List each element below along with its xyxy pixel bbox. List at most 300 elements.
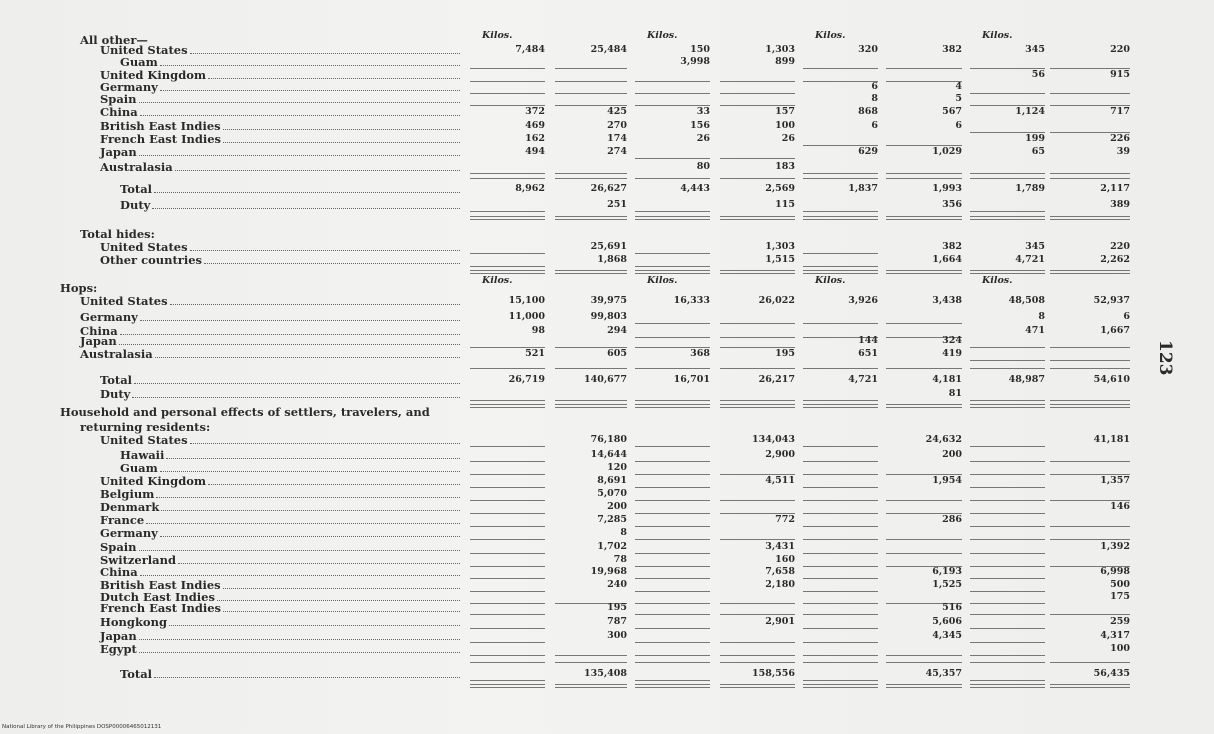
row-label-text: returning residents:: [80, 420, 211, 434]
table-cell: 5,070: [597, 488, 627, 499]
blank-cell-rule: [720, 614, 795, 615]
row-label-text: Duty: [120, 198, 151, 212]
table-cell: 80: [696, 161, 710, 172]
table-cell: 382: [942, 44, 962, 55]
leader-dots: [119, 344, 460, 345]
total-rule: [803, 178, 878, 179]
leader-dots: [154, 192, 460, 193]
blank-cell-rule: [555, 81, 627, 82]
table-cell: 100: [775, 120, 795, 131]
table-cell: 8: [871, 93, 878, 104]
table-cell: 33: [696, 106, 710, 117]
blank-cell-rule: [470, 513, 545, 514]
row-label-text: Belgium: [100, 487, 155, 501]
table-cell: 274: [607, 146, 627, 157]
row-label: [100, 643, 460, 656]
total-rule: [720, 368, 795, 369]
blank-cell-rule: [555, 93, 627, 94]
table-cell: 2,117: [1100, 183, 1130, 194]
section-end-double-rule: [555, 216, 627, 220]
table-cell: 144: [858, 335, 878, 346]
section-end-double-rule: [886, 216, 962, 220]
blank-cell-rule: [886, 553, 962, 554]
blank-cell-rule: [635, 158, 710, 159]
leader-dots: [161, 510, 460, 511]
table-cell: 4: [955, 81, 962, 92]
blank-cell-rule: [886, 68, 962, 69]
section-end-double-rule: [635, 404, 710, 408]
total-rule: [470, 368, 545, 369]
blank-cell-rule: [470, 474, 545, 475]
section-end-double-rule: [1050, 684, 1130, 688]
section-end-double-rule: [720, 684, 795, 688]
blank-cell-rule: [970, 578, 1045, 579]
leader-dots: [139, 652, 460, 653]
table-cell: 39: [1116, 146, 1130, 157]
blank-cell-rule: [803, 680, 878, 681]
total-rule: [886, 178, 962, 179]
section-end-double-rule: [803, 270, 878, 274]
blank-cell-rule: [470, 642, 545, 643]
blank-cell-rule: [1050, 526, 1130, 527]
row-label: [120, 199, 460, 212]
row-label-text: French East Indies: [100, 132, 222, 146]
table-cell: 175: [1110, 591, 1130, 602]
leader-dots: [156, 497, 460, 498]
row-label-text: Japan: [80, 334, 117, 348]
table-cell: 425: [607, 106, 627, 117]
table-cell: 6: [871, 81, 878, 92]
row-label-text: Guam: [120, 461, 158, 475]
total-rule: [1050, 662, 1130, 663]
table-cell: 382: [942, 241, 962, 252]
row-label: [100, 501, 460, 514]
table-cell: 6,193: [932, 566, 962, 577]
leader-dots: [169, 625, 460, 626]
total-rule: [1050, 178, 1130, 179]
table-cell: 1,303: [765, 241, 795, 252]
blank-cell-rule: [803, 642, 878, 643]
blank-cell-rule: [635, 680, 710, 681]
table-cell: 48,508: [1008, 295, 1045, 306]
row-label-text: Germany: [100, 80, 158, 94]
row-label: [100, 630, 460, 643]
table-cell: 16,333: [673, 295, 710, 306]
row-label-text: Dutch East Indies: [100, 590, 215, 604]
blank-cell-rule: [803, 461, 878, 462]
section-end-double-rule: [886, 684, 962, 688]
leader-dots: [139, 639, 460, 640]
blank-cell-rule: [470, 526, 545, 527]
blank-cell-rule: [803, 173, 878, 174]
section-end-double-rule: [970, 684, 1045, 688]
table-cell: 99,803: [590, 311, 627, 322]
table-cell: 200: [607, 501, 627, 512]
table-cell: 26,627: [590, 183, 627, 194]
total-rule: [886, 662, 962, 663]
row-label-text: Australasia: [100, 160, 173, 174]
blank-cell-rule: [635, 211, 710, 212]
unit-label: Kilos.: [815, 275, 846, 286]
row-label-text: Japan: [100, 145, 137, 159]
table-cell: 8,691: [597, 475, 627, 486]
blank-cell-rule: [970, 474, 1045, 475]
row-label: [100, 374, 460, 387]
blank-cell-rule: [555, 400, 627, 401]
blank-cell-rule: [470, 400, 545, 401]
table-cell: 1,702: [597, 541, 627, 552]
blank-cell-rule: [803, 591, 878, 592]
table-cell: 787: [607, 616, 627, 627]
unit-label: Kilos.: [482, 275, 513, 286]
row-label-text: United States: [100, 43, 188, 57]
blank-cell-rule: [635, 591, 710, 592]
blank-cell-rule: [1050, 347, 1130, 348]
blank-cell-rule: [970, 655, 1045, 656]
table-cell: 629: [858, 146, 878, 157]
row-label: [100, 146, 460, 159]
blank-cell-rule: [635, 566, 710, 567]
table-cell: 1,993: [932, 183, 962, 194]
section-end-double-rule: [803, 404, 878, 408]
leader-dots: [140, 115, 460, 116]
blank-cell-rule: [1050, 539, 1130, 540]
leader-dots: [204, 263, 460, 264]
table-cell: 6,998: [1100, 566, 1130, 577]
row-label-text: Duty: [100, 387, 131, 401]
table-cell: 16,701: [673, 374, 710, 385]
leader-dots: [223, 129, 460, 130]
total-rule: [886, 368, 962, 369]
blank-cell-rule: [720, 323, 795, 324]
section-end-double-rule: [555, 404, 627, 408]
table-cell: 25,484: [590, 44, 627, 55]
blank-cell-rule: [470, 539, 545, 540]
row-label: [60, 406, 460, 419]
unit-label: Kilos.: [482, 30, 513, 41]
leader-dots: [146, 523, 460, 524]
table-cell: 11,000: [508, 311, 545, 322]
section-end-double-rule: [1050, 216, 1130, 220]
blank-cell-rule: [970, 566, 1045, 567]
table-cell: 98: [531, 325, 545, 336]
table-cell: 1,392: [1100, 541, 1130, 552]
table-cell: 259: [1110, 616, 1130, 627]
table-cell: 1,124: [1015, 106, 1045, 117]
blank-cell-rule: [970, 400, 1045, 401]
table-cell: 162: [525, 133, 545, 144]
table-cell: 19,968: [590, 566, 627, 577]
table-cell: 158,556: [752, 668, 795, 679]
blank-cell-rule: [970, 603, 1045, 604]
row-label-text: Guam: [120, 55, 158, 69]
table-cell: 24,632: [925, 434, 962, 445]
table-cell: 26,719: [508, 374, 545, 385]
blank-cell-rule: [470, 566, 545, 567]
blank-cell-rule: [720, 642, 795, 643]
table-cell: 6: [955, 120, 962, 131]
table-cell: 26: [781, 133, 795, 144]
row-label: [100, 527, 460, 540]
leader-dots: [190, 250, 460, 251]
row-label-text: Germany: [100, 526, 158, 540]
blank-cell-rule: [635, 539, 710, 540]
table-cell: 1,525: [932, 579, 962, 590]
blank-cell-rule: [470, 655, 545, 656]
table-cell: 521: [525, 348, 545, 359]
table-cell: 1,303: [765, 44, 795, 55]
table-cell: 1,954: [932, 475, 962, 486]
blank-cell-rule: [803, 614, 878, 615]
total-rule: [635, 368, 710, 369]
table-cell: 915: [1110, 69, 1130, 80]
table-cell: 2,901: [765, 616, 795, 627]
total-rule: [470, 178, 545, 179]
row-label: [120, 183, 460, 196]
table-cell: 368: [690, 348, 710, 359]
section-end-double-rule: [470, 216, 545, 220]
section-end-double-rule: [803, 684, 878, 688]
row-label: [100, 388, 460, 401]
unit-label: Kilos.: [982, 30, 1013, 41]
blank-cell-rule: [635, 553, 710, 554]
row-label-text: Total: [120, 667, 153, 681]
leader-dots: [139, 102, 460, 103]
table-cell: 4,721: [1015, 254, 1045, 265]
table-cell: 372: [525, 106, 545, 117]
table-cell: 324: [942, 335, 962, 346]
table-cell: 3,998: [680, 56, 710, 67]
section-end-double-rule: [470, 270, 545, 274]
leader-dots: [139, 550, 460, 551]
blank-cell-rule: [720, 500, 795, 501]
table-cell: 3,431: [765, 541, 795, 552]
table-cell: 567: [942, 106, 962, 117]
blank-cell-rule: [803, 566, 878, 567]
table-cell: 160: [775, 554, 795, 565]
section-end-double-rule: [886, 270, 962, 274]
blank-cell-rule: [635, 578, 710, 579]
blank-cell-rule: [470, 487, 545, 488]
blank-cell-rule: [470, 93, 545, 94]
table-cell: 8: [1038, 311, 1045, 322]
table-cell: 56: [1031, 69, 1045, 80]
blank-cell-rule: [470, 253, 545, 254]
section-end-double-rule: [635, 684, 710, 688]
blank-cell-rule: [803, 266, 878, 267]
table-cell: 220: [1110, 44, 1130, 55]
table-cell: 52,937: [1093, 295, 1130, 306]
blank-cell-rule: [1050, 360, 1130, 361]
section-end-double-rule: [1050, 404, 1130, 408]
blank-cell-rule: [470, 680, 545, 681]
blank-cell-rule: [803, 628, 878, 629]
table-cell: 134,043: [752, 434, 795, 445]
table-cell: 516: [942, 602, 962, 613]
blank-cell-rule: [635, 253, 710, 254]
blank-cell-rule: [720, 603, 795, 604]
total-rule: [555, 368, 627, 369]
blank-cell-rule: [635, 513, 710, 514]
table-cell: 54,610: [1093, 374, 1130, 385]
row-label-text: Egypt: [100, 642, 137, 656]
blank-cell-rule: [470, 266, 545, 267]
blank-cell-rule: [970, 614, 1045, 615]
table-cell: 81: [948, 388, 962, 399]
section-end-double-rule: [470, 684, 545, 688]
table-cell: 717: [1110, 106, 1130, 117]
table-cell: 1,029: [932, 146, 962, 157]
blank-cell-rule: [970, 513, 1045, 514]
blank-cell-rule: [886, 655, 962, 656]
section-end-double-rule: [470, 404, 545, 408]
table-cell: 6: [871, 120, 878, 131]
table-cell: 6: [1123, 311, 1130, 322]
table-cell: 5,606: [932, 616, 962, 627]
row-label-text: Total: [120, 182, 153, 196]
blank-cell-rule: [970, 446, 1045, 447]
table-cell: 1,868: [597, 254, 627, 265]
table-cell: 251: [607, 199, 627, 210]
row-label-text: Germany: [80, 310, 138, 324]
row-label-text: Spain: [100, 92, 137, 106]
blank-cell-rule: [886, 539, 962, 540]
blank-cell-rule: [886, 500, 962, 501]
row-label: [100, 106, 460, 119]
total-rule: [470, 662, 545, 663]
blank-cell-rule: [470, 461, 545, 462]
row-label-text: French East Indies: [100, 601, 222, 615]
leader-dots: [223, 142, 460, 143]
blank-cell-rule: [720, 655, 795, 656]
blank-cell-rule: [635, 642, 710, 643]
blank-cell-rule: [720, 400, 795, 401]
row-label-text: France: [100, 513, 145, 527]
table-cell: 1,357: [1100, 475, 1130, 486]
table-cell: 26,217: [758, 374, 795, 385]
table-cell: 195: [607, 602, 627, 613]
blank-cell-rule: [803, 578, 878, 579]
blank-cell-rule: [470, 553, 545, 554]
row-label-text: Hawaii: [120, 448, 165, 462]
blank-cell-rule: [555, 68, 627, 69]
blank-cell-rule: [1050, 93, 1130, 94]
blank-cell-rule: [470, 603, 545, 604]
table-cell: 270: [607, 120, 627, 131]
table-cell: 899: [775, 56, 795, 67]
row-label-text: Other countries: [100, 253, 202, 267]
blank-cell-rule: [803, 446, 878, 447]
row-label-text: Hops:: [60, 281, 98, 295]
blank-cell-rule: [803, 553, 878, 554]
table-cell: 26,022: [758, 295, 795, 306]
table-cell: 135,408: [584, 668, 627, 679]
table-cell: 76,180: [590, 434, 627, 445]
section-end-double-rule: [720, 216, 795, 220]
row-label-text: Japan: [100, 629, 137, 643]
table-cell: 48,987: [1008, 374, 1045, 385]
blank-cell-rule: [970, 526, 1045, 527]
table-cell: 100: [1110, 643, 1130, 654]
section-end-double-rule: [803, 216, 878, 220]
leader-dots: [223, 588, 460, 589]
leader-dots: [139, 155, 460, 156]
blank-cell-rule: [635, 93, 710, 94]
blank-cell-rule: [970, 211, 1045, 212]
table-cell: 471: [1025, 325, 1045, 336]
blank-cell-rule: [970, 93, 1045, 94]
blank-cell-rule: [1050, 400, 1130, 401]
table-cell: 156: [690, 120, 710, 131]
blank-cell-rule: [1050, 614, 1130, 615]
blank-cell-rule: [470, 173, 545, 174]
footer-credit: National Library of the Philippines DOSP00006465012131: [2, 724, 162, 730]
table-cell: 195: [775, 348, 795, 359]
row-label-text: United Kingdom: [100, 68, 207, 82]
table-cell: 115: [775, 199, 795, 210]
row-label: [80, 295, 460, 308]
blank-cell-rule: [635, 628, 710, 629]
total-rule: [635, 662, 710, 663]
row-label-text: Total: [100, 373, 133, 387]
blank-cell-rule: [635, 500, 710, 501]
blank-cell-rule: [635, 81, 710, 82]
leader-dots: [208, 484, 460, 485]
blank-cell-rule: [970, 360, 1045, 361]
blank-cell-rule: [470, 446, 545, 447]
table-cell: 65: [1031, 146, 1045, 157]
total-rule: [555, 662, 627, 663]
blank-cell-rule: [803, 323, 878, 324]
leader-dots: [208, 78, 460, 79]
total-rule: [720, 178, 795, 179]
table-cell: 345: [1025, 44, 1045, 55]
blank-cell-rule: [803, 500, 878, 501]
table-cell: 200: [942, 449, 962, 460]
unit-label: Kilos.: [647, 275, 678, 286]
blank-cell-rule: [720, 539, 795, 540]
row-label: [120, 668, 460, 681]
total-rule: [970, 368, 1045, 369]
table-cell: 15,100: [508, 295, 545, 306]
blank-cell-rule: [635, 487, 710, 488]
blank-cell-rule: [470, 614, 545, 615]
table-cell: 1,789: [1015, 183, 1045, 194]
table-cell: 4,511: [765, 475, 795, 486]
blank-cell-rule: [720, 93, 795, 94]
row-label-text: China: [100, 105, 138, 119]
blank-cell-rule: [803, 400, 878, 401]
row-label: [80, 311, 460, 324]
blank-cell-rule: [635, 446, 710, 447]
leader-dots: [217, 600, 460, 601]
row-label: [100, 133, 460, 146]
table-cell: 220: [1110, 241, 1130, 252]
total-rule: [803, 368, 878, 369]
row-label-text: United States: [80, 294, 168, 308]
table-cell: 226: [1110, 133, 1130, 144]
leader-dots: [166, 458, 460, 459]
table-cell: 1,837: [848, 183, 878, 194]
blank-cell-rule: [635, 474, 710, 475]
blank-cell-rule: [970, 591, 1045, 592]
table-cell: 8,962: [515, 183, 545, 194]
section-end-double-rule: [970, 216, 1045, 220]
blank-cell-rule: [470, 591, 545, 592]
table-cell: 25,691: [590, 241, 627, 252]
table-cell: 3,438: [932, 295, 962, 306]
table-cell: 389: [1110, 199, 1130, 210]
